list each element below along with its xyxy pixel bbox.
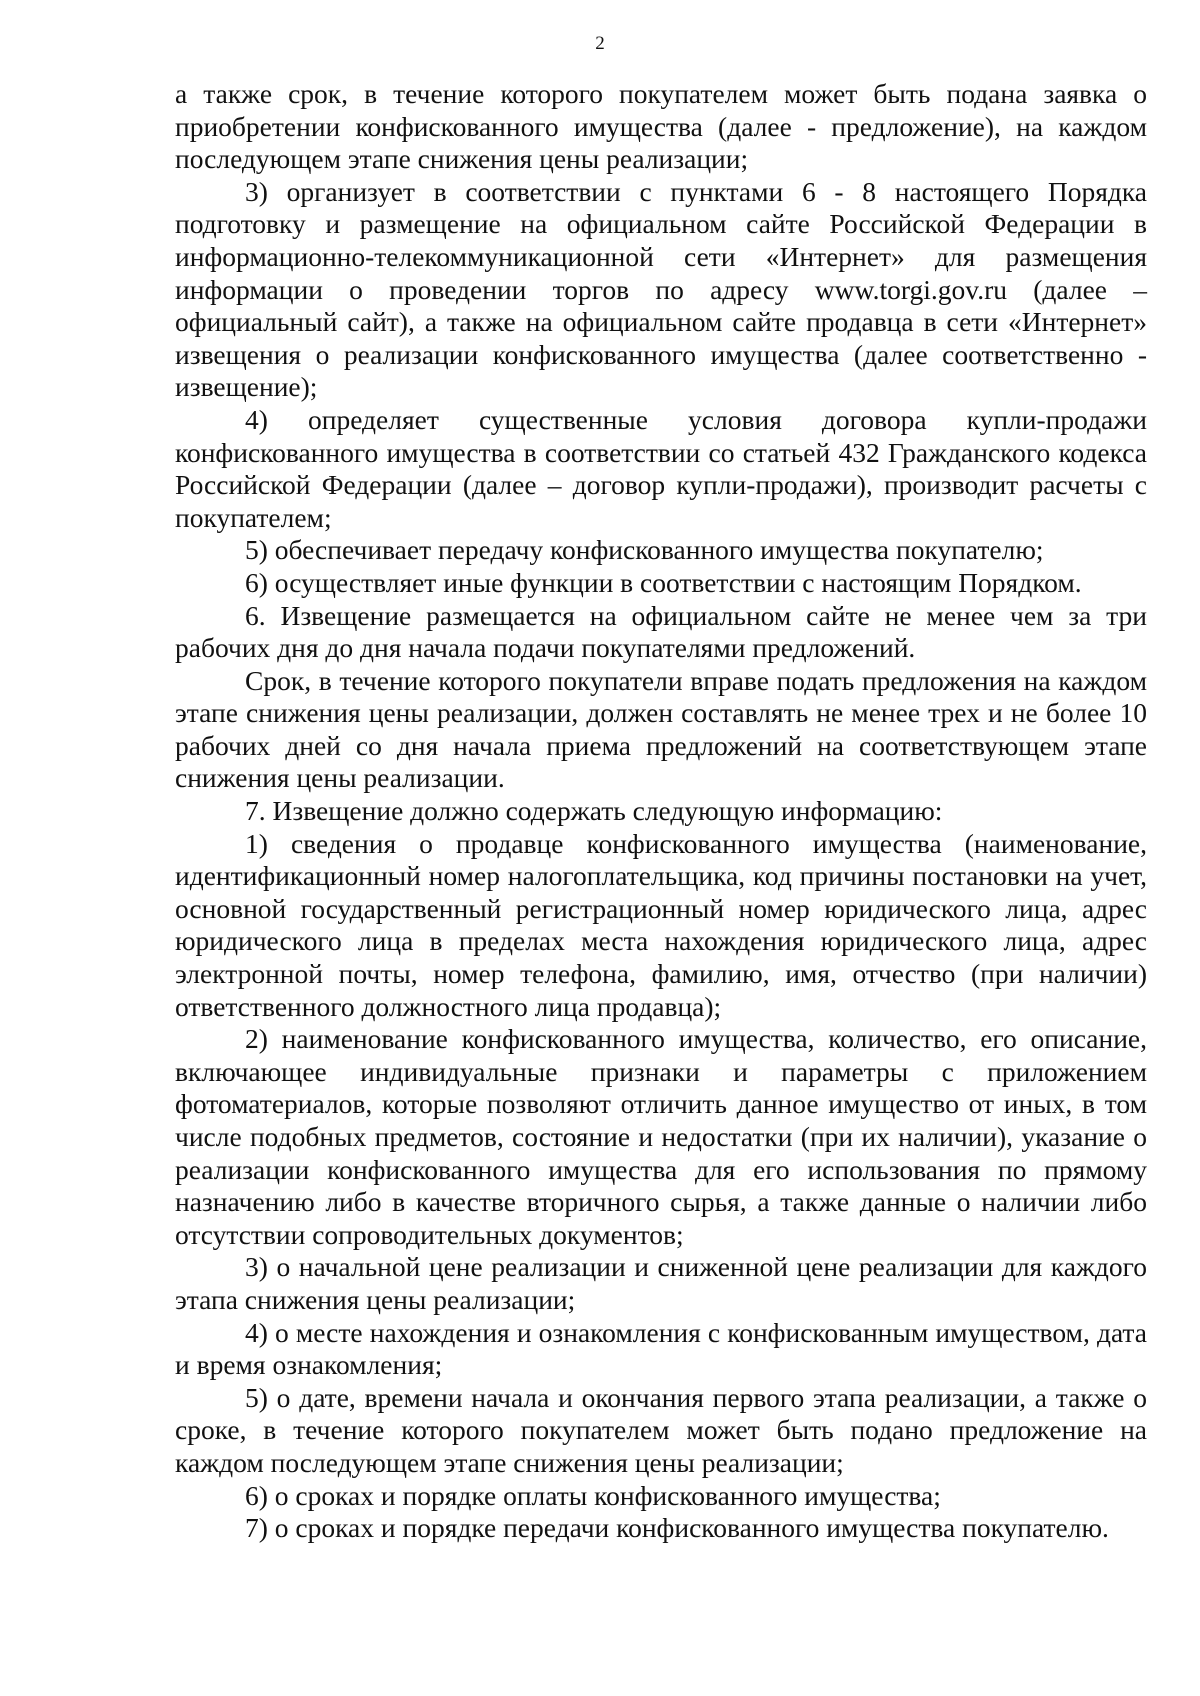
paragraph-notice-item-4-location: 4) о месте нахождения и ознакомления с конфискованным имуществом, дата и время ознакомления;: [175, 1316, 1147, 1381]
paragraph-item-5-transfer: 5) обеспечивает передачу конфискованного имущества покупателю;: [245, 534, 1044, 566]
page-number: 2: [595, 33, 605, 54]
paragraph-notice-item-7-delivery: 7) о сроках и порядке передачи конфискованного имущества покупателю.: [245, 1512, 1109, 1544]
paragraph-item-4-contract-terms: 4) определяет существенные условия договора купли-продажи конфискованного имущества в соответствии со статьей 432 Гражданского кодекса Российской Федерации (далее – договор купли-продажи), производит расчеты с покупателем;: [175, 403, 1147, 533]
paragraph-clause-7-notice-contents: 7. Извещение должно содержать следующую информацию:: [245, 795, 943, 827]
paragraph-notice-item-2-property: 2) наименование конфискованного имущества, количество, его описание, включающее индивидуальные признаки и параметры с приложением фотоматериалов, которые позволяют отличить данное имущество от иных, в том числе подобных предметов, состояние и недостатки (при их наличии), указание о реализации конфискованного имущества для его использования по прямому назначению либо в качестве вторичного сырья, а также данные о наличии либо отсутствии сопроводительных документов;: [175, 1023, 1147, 1250]
paragraph-notice-item-5-dates: 5) о дате, времени начала и окончания первого этапа реализации, а также о сроке, в течение которого покупателем может быть подано предложение на каждом последующем этапе снижения цены реализации;: [175, 1381, 1147, 1478]
paragraph-item-6-other-functions: 6) осуществляет иные функции в соответствии с настоящим Порядком.: [245, 566, 1082, 598]
document-body: [175, 78, 1147, 1545]
paragraph-continuation: а также срок, в течение которого покупателем может быть подана заявка о приобретении конфискованного имущества (далее - предложение), на каждом последующем этапе снижения цены реализации;: [175, 78, 1147, 175]
paragraph-notice-item-6-payment: 6) о сроках и порядке оплаты конфискованного имущества;: [245, 1479, 941, 1511]
paragraph-clause-6-notice-timing: 6. Извещение размещается на официальном сайте не менее чем за три рабочих дня до дня начала подачи покупателями предложений.: [175, 599, 1147, 664]
paragraph-notice-item-1-seller: 1) сведения о продавце конфискованного имущества (наименование, идентификационный номер налогоплательщика, код причины постановки на учет, основной государственный регистрационный номер юридического лица, адрес юридического лица в пределах места нахождения юридического лица, адрес электронной почты, номер телефона, фамилию, имя, отчество (при наличии) ответственного должностного лица продавца);: [175, 827, 1147, 1022]
paragraph-notice-item-3-prices: 3) о начальной цене реализации и сниженной цене реализации для каждого этапа снижения цены реализации;: [175, 1251, 1147, 1315]
paragraph-item-3-publication: 3) организует в соответствии с пунктами 6 - 8 настоящего Порядка подготовку и размещение на официальном сайте Российской Федерации в информационно-телекоммуникационной сети «Интернет» для размещения информации о проведении торгов по адресу www.torgi.gov.ru (далее – официальный сайт), а также на официальном сайте продавца в сети «Интернет» извещения о реализации конфискованного имущества (далее соответственно - извещение);: [175, 175, 1147, 403]
paragraph-offer-period: Срок, в течение которого покупатели вправе подать предложения на каждом этапе снижения цены реализации, должен составлять не менее трех и не более 10 рабочих дней со дня начала приема предложений на соответствующем этапе снижения цены реализации.: [175, 664, 1147, 794]
